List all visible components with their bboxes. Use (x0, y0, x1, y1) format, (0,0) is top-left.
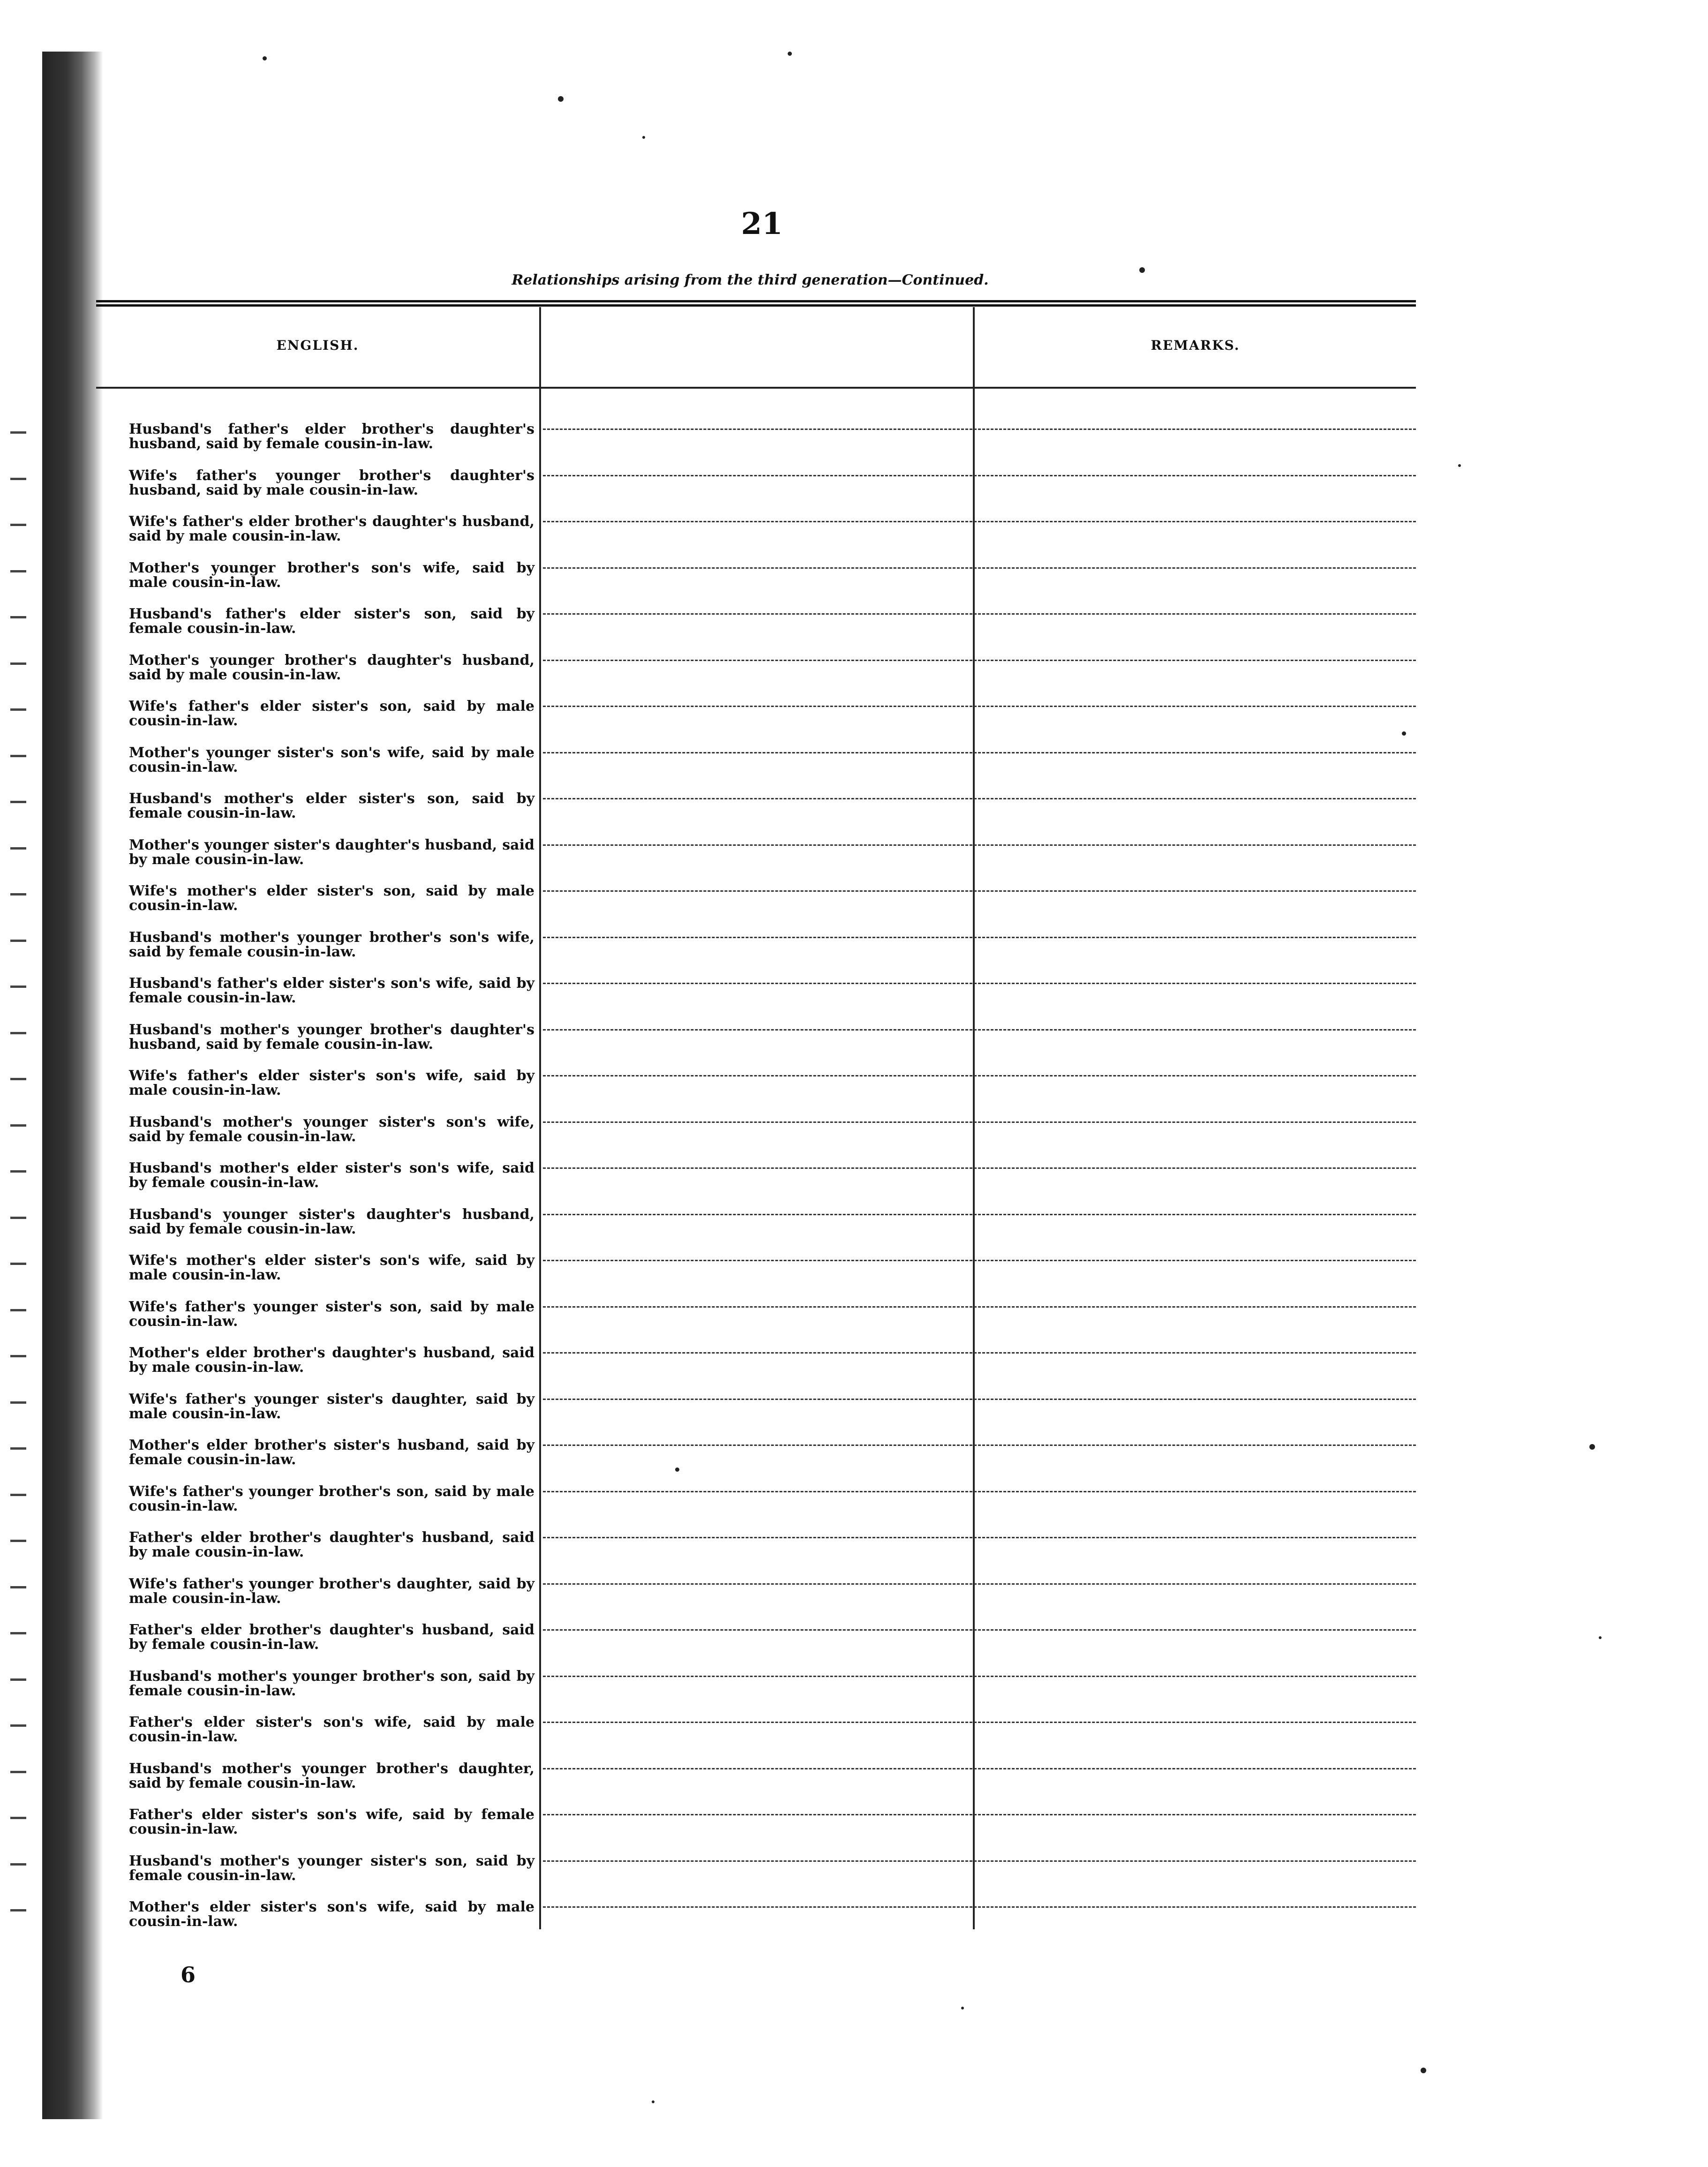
margin-tick-2 (10, 478, 26, 480)
entry-dotted-line-17 (543, 1167, 1416, 1169)
table-top-rule (96, 300, 1416, 307)
entry-english-5: Husband's father's elder sister's son, said by female cousin-in-law. (129, 606, 534, 637)
page-number: 21 (741, 206, 783, 241)
entry-dotted-line-6 (543, 660, 1416, 661)
scan-speck (1139, 267, 1145, 273)
entry-english-28: Husband's mother's younger brother's son, said by female cousin-in-law. (129, 1668, 534, 1699)
scan-speck (263, 56, 267, 60)
column-divider-1 (539, 307, 541, 1929)
table-subtitle: Relationships arising from the third generation—Continued. (512, 272, 989, 288)
margin-tick-4 (10, 570, 26, 572)
margin-tick-8 (10, 755, 26, 757)
scan-speck (1421, 2068, 1426, 2073)
margin-tick-6 (10, 662, 26, 665)
margin-tick-18 (10, 1217, 26, 1219)
entry-dotted-line-18 (543, 1214, 1416, 1215)
scan-shadow-edge (42, 52, 103, 2119)
entry-dotted-line-29 (543, 1722, 1416, 1723)
header-bottom-rule (96, 387, 1416, 389)
entry-english-32: Husband's mother's younger sister's son, said by female cousin-in-law. (129, 1852, 534, 1884)
entry-english-8: Mother's younger sister's son's wife, said by male cousin-in-law. (129, 744, 534, 775)
margin-tick-22 (10, 1401, 26, 1404)
entry-english-26: Wife's father's younger brother's daughter, said by male cousin-in-law. (129, 1575, 534, 1607)
margin-tick-7 (10, 708, 26, 711)
entry-english-24: Wife's father's younger brother's son, said by male cousin-in-law. (129, 1483, 534, 1514)
entry-dotted-line-23 (543, 1445, 1416, 1446)
entry-english-3: Wife's father's elder brother's daughter's husband, said by male cousin-in-law. (129, 513, 534, 544)
entry-english-11: Wife's mother's elder sister's son, said by male cousin-in-law. (129, 883, 534, 914)
entry-dotted-line-10 (543, 844, 1416, 846)
entry-english-13: Husband's father's elder sister's son's wife, said by female cousin-in-law. (129, 975, 534, 1006)
column-header-remarks: REMARKS. (1151, 338, 1240, 353)
margin-tick-11 (10, 893, 26, 895)
margin-tick-29 (10, 1724, 26, 1727)
entry-english-29: Father's elder sister's son's wife, said by male cousin-in-law. (129, 1714, 534, 1745)
entry-dotted-line-25 (543, 1537, 1416, 1538)
margin-tick-21 (10, 1355, 26, 1357)
margin-tick-32 (10, 1863, 26, 1866)
scan-speck (558, 96, 564, 102)
entry-english-31: Father's elder sister's son's wife, said by female cousin-in-law. (129, 1806, 534, 1837)
entry-dotted-line-5 (543, 613, 1416, 615)
entry-dotted-line-27 (543, 1629, 1416, 1631)
scan-speck (1458, 464, 1461, 467)
entry-dotted-line-9 (543, 798, 1416, 799)
entry-dotted-line-2 (543, 475, 1416, 476)
entry-english-1: Husband's father's elder brother's daughter's husband, said by female cousin-in-law. (129, 421, 534, 452)
entry-english-23: Mother's elder brother's sister's husband, said by female cousin-in-law. (129, 1437, 534, 1468)
entry-dotted-line-4 (543, 567, 1416, 569)
entry-english-33: Mother's elder sister's son's wife, said by male cousin-in-law. (129, 1899, 534, 1930)
entry-english-20: Wife's father's younger sister's son, said by male cousin-in-law. (129, 1298, 534, 1330)
column-divider-2 (973, 307, 975, 1929)
entry-english-25: Father's elder brother's daughter's husband, said by male cousin-in-law. (129, 1529, 534, 1560)
scan-speck (1589, 1444, 1595, 1450)
entry-dotted-line-24 (543, 1491, 1416, 1492)
entry-dotted-line-22 (543, 1399, 1416, 1400)
margin-tick-19 (10, 1263, 26, 1265)
entry-english-12: Husband's mother's younger brother's son's wife, said by female cousin-in-law. (129, 929, 534, 960)
entry-english-10: Mother's younger sister's daughter's husband, said by male cousin-in-law. (129, 836, 534, 868)
margin-tick-24 (10, 1494, 26, 1496)
entry-dotted-line-12 (543, 937, 1416, 938)
entry-dotted-line-28 (543, 1676, 1416, 1677)
scan-speck (961, 2007, 964, 2009)
margin-tick-5 (10, 616, 26, 618)
margin-tick-25 (10, 1540, 26, 1542)
margin-tick-14 (10, 1032, 26, 1034)
margin-tick-12 (10, 940, 26, 942)
margin-tick-3 (10, 524, 26, 526)
scan-speck (675, 1467, 679, 1472)
entry-dotted-line-30 (543, 1768, 1416, 1769)
scan-speck (1402, 731, 1406, 736)
margin-tick-1 (10, 431, 26, 434)
entry-english-6: Mother's younger brother's daughter's husband, said by male cousin-in-law. (129, 652, 534, 683)
entry-dotted-line-32 (543, 1860, 1416, 1862)
margin-tick-27 (10, 1632, 26, 1634)
margin-tick-28 (10, 1678, 26, 1681)
column-header-english: ENGLISH. (276, 338, 359, 353)
entry-english-15: Wife's father's elder sister's son's wife, said by male cousin-in-law. (129, 1068, 534, 1099)
margin-tick-31 (10, 1817, 26, 1819)
scan-speck (642, 136, 645, 139)
entry-english-27: Father's elder brother's daughter's husband, said by female cousin-in-law. (129, 1622, 534, 1653)
entry-dotted-line-31 (543, 1814, 1416, 1815)
entry-dotted-line-16 (543, 1121, 1416, 1123)
entry-english-22: Wife's father's younger sister's daughter, said by male cousin-in-law. (129, 1391, 534, 1422)
entry-dotted-line-8 (543, 752, 1416, 753)
entry-english-14: Husband's mother's younger brother's daughter's husband, said by female cousin-in-law. (129, 1021, 534, 1053)
entry-dotted-line-3 (543, 521, 1416, 522)
scan-speck (788, 52, 792, 56)
margin-tick-13 (10, 986, 26, 988)
entry-english-4: Mother's younger brother's son's wife, said by male cousin-in-law. (129, 559, 534, 591)
entry-english-17: Husband's mother's elder sister's son's wife, said by female cousin-in-law. (129, 1160, 534, 1191)
entry-english-2: Wife's father's younger brother's daughter's husband, said by male cousin-in-law. (129, 467, 534, 498)
entry-dotted-line-7 (543, 706, 1416, 707)
entry-english-18: Husband's younger sister's daughter's husband, said by female cousin-in-law. (129, 1206, 534, 1237)
footer-signature-number: 6 (181, 1962, 196, 1987)
margin-tick-16 (10, 1124, 26, 1127)
entry-dotted-line-20 (543, 1306, 1416, 1308)
entry-english-9: Husband's mother's elder sister's son, said by female cousin-in-law. (129, 790, 534, 821)
scan-speck (652, 2100, 655, 2103)
margin-tick-20 (10, 1309, 26, 1311)
entry-dotted-line-1 (543, 429, 1416, 430)
entry-dotted-line-21 (543, 1352, 1416, 1354)
entry-english-16: Husband's mother's younger sister's son's wife, said by female cousin-in-law. (129, 1114, 534, 1145)
margin-tick-10 (10, 847, 26, 850)
entry-dotted-line-14 (543, 1029, 1416, 1031)
entry-english-7: Wife's father's elder sister's son, said by male cousin-in-law. (129, 698, 534, 729)
entry-english-21: Mother's elder brother's daughter's husband, said by male cousin-in-law. (129, 1345, 534, 1376)
entry-english-19: Wife's mother's elder sister's son's wife, said by male cousin-in-law. (129, 1252, 534, 1283)
margin-tick-26 (10, 1586, 26, 1588)
margin-tick-30 (10, 1771, 26, 1773)
scan-speck (1599, 1636, 1602, 1639)
margin-tick-15 (10, 1078, 26, 1080)
entry-dotted-line-26 (543, 1583, 1416, 1585)
entry-english-30: Husband's mother's younger brother's daughter, said by female cousin-in-law. (129, 1760, 534, 1791)
margin-tick-17 (10, 1170, 26, 1173)
entry-dotted-line-15 (543, 1075, 1416, 1076)
entry-dotted-line-13 (543, 983, 1416, 984)
entry-dotted-line-19 (543, 1260, 1416, 1261)
margin-tick-23 (10, 1447, 26, 1450)
margin-tick-33 (10, 1909, 26, 1911)
entry-dotted-line-33 (543, 1906, 1416, 1908)
entry-dotted-line-11 (543, 890, 1416, 892)
margin-tick-9 (10, 801, 26, 803)
